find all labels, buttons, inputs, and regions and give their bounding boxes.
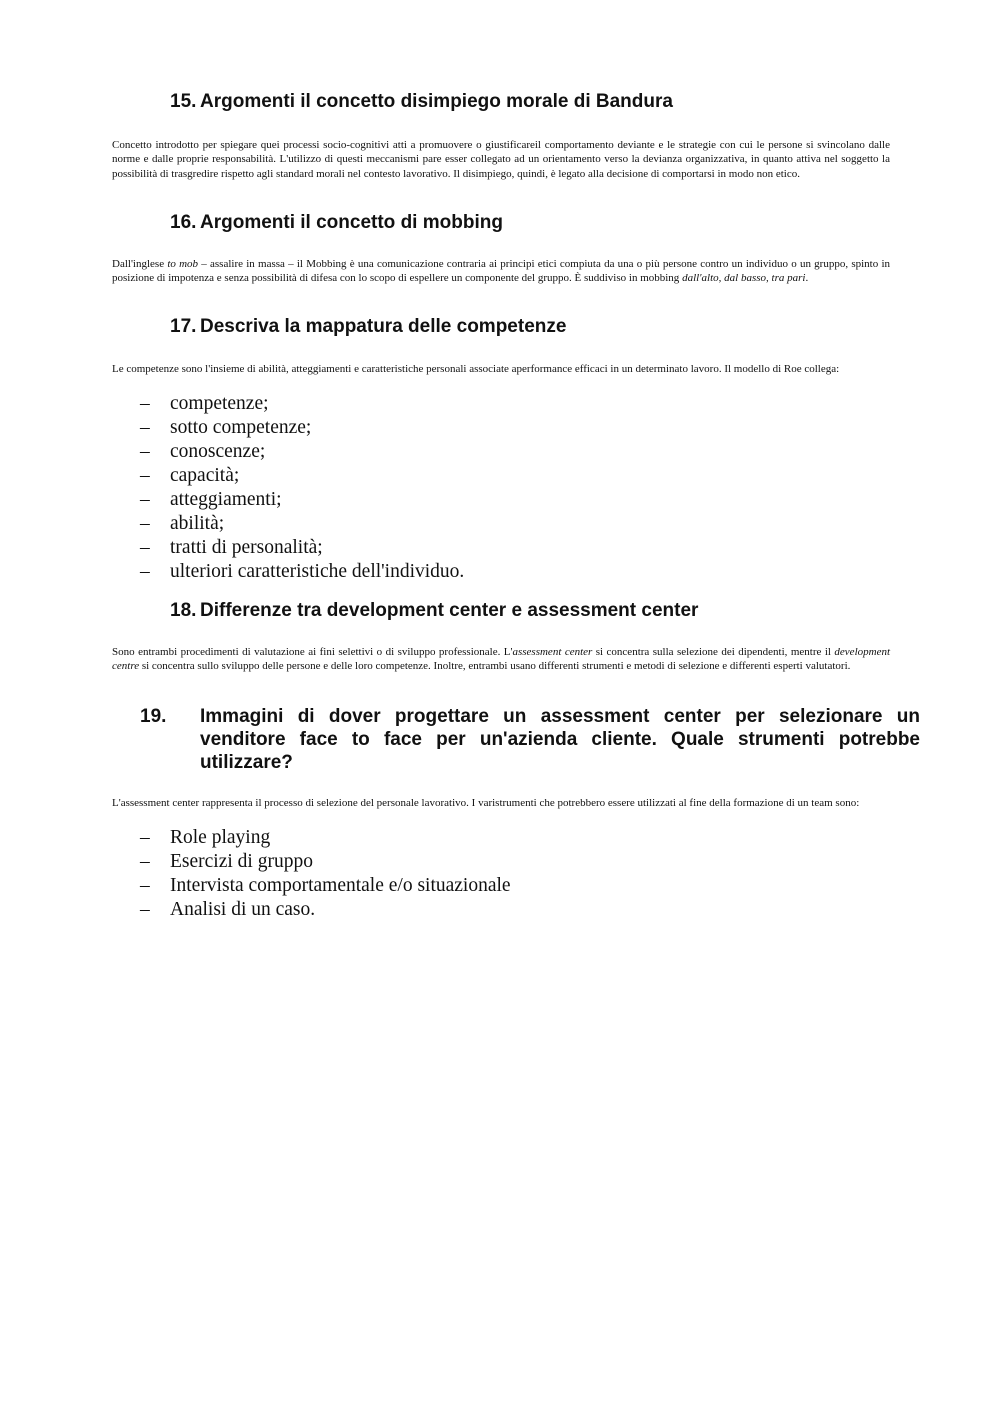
body-italic: dall'alto, dal basso, tra pari	[682, 272, 806, 285]
list-item	[0, 536, 1000, 560]
body-text: .	[805, 272, 809, 285]
list-item-text: Esercizi di gruppo	[170, 851, 313, 872]
section-number: 19.	[140, 706, 167, 727]
list-item-text: Role playing	[170, 827, 271, 848]
section-title: Argomenti il concetto disimpiego morale di Bandura	[200, 91, 673, 112]
list-item	[0, 416, 1000, 440]
list-item	[0, 512, 1000, 536]
list-item	[0, 874, 1000, 898]
section-number: 16.	[170, 212, 197, 233]
dash-marker: –	[140, 561, 150, 582]
body-text: si concentra sulla selezione dei dipendenti, mentre il	[592, 646, 835, 658]
body-text: si concentra sullo sviluppo delle persone e delle loro competenze. Inoltre, entrambi usano differenti strumenti e metodi di selezione e differenti esperti valutatori.	[139, 660, 851, 673]
list-item	[0, 488, 1000, 512]
dash-marker: –	[140, 827, 150, 848]
section-heading	[170, 315, 890, 338]
list-item-text: conoscenze;	[170, 441, 266, 462]
dash-marker: –	[140, 465, 150, 486]
section-body: Concetto introdotto per spiegare quei processi socio-cognitivi atti a promuovere o giustificareil comportamento deviante e le strategie con cui le persone si svincolano dalle norme e dalle proprie responsabilità. L'utilizzo di questi meccanismi pare esser collegato ad un orientamento verso la devianza organizzativa, in quanto attiva nel soggetto la possibilità di trasgredire rispetto agli standard morali nel contesto lavorativo. Il disimpiego, quindi, è legato alla decisione di comportarsi in modo non etico.	[112, 139, 890, 180]
section-heading	[170, 211, 890, 234]
section-title: Differenze tra development center e assessment center	[200, 600, 699, 621]
list-item-text: sotto competenze;	[170, 417, 312, 438]
competence-list	[0, 392, 1000, 584]
section-number: 17.	[170, 316, 197, 337]
dash-marker: –	[140, 441, 150, 462]
section-heading	[140, 705, 920, 774]
dash-marker: –	[140, 393, 150, 414]
section-number: 15.	[170, 91, 197, 112]
section-title: Immagini di dover progettare un assessment center per selezionare un venditore face to face per un'azienda cliente. Quale strumenti potrebbe utilizzare?	[200, 706, 920, 773]
body-italic: development centre	[112, 646, 891, 673]
tools-list	[0, 826, 1000, 922]
section-body	[112, 257, 890, 286]
body-text: Dall'inglese	[112, 258, 168, 270]
body-text: Sono entrambi procedimenti di valutazione ai fini selettivi o di sviluppo professionale. L'	[112, 646, 513, 658]
section-heading	[170, 599, 890, 622]
body-italic: to mob	[167, 258, 199, 270]
dash-marker: –	[140, 417, 150, 438]
list-item	[0, 898, 1000, 922]
section-body	[112, 645, 890, 674]
list-item	[0, 392, 1000, 416]
section-number: 18.	[170, 600, 197, 621]
dash-marker: –	[140, 513, 150, 534]
list-item	[0, 440, 1000, 464]
dash-marker: –	[140, 875, 150, 896]
list-item	[0, 464, 1000, 488]
section-title: Descriva la mappatura delle competenze	[200, 316, 567, 337]
list-item-text: competenze;	[170, 393, 269, 414]
list-item-text: atteggiamenti;	[170, 489, 282, 510]
list-item	[0, 826, 1000, 850]
list-item-text: abilità;	[170, 513, 225, 534]
list-item-text: Intervista comportamentale e/o situazionale	[170, 875, 511, 896]
section-body: L'assessment center rappresenta il processo di selezione del personale lavorativo. I varistrumenti che potrebbero essere utilizzati al fine della formazione di un team sono:	[112, 797, 860, 809]
list-item-text: capacità;	[170, 465, 240, 486]
dash-marker: –	[140, 851, 150, 872]
section-heading	[170, 90, 890, 113]
list-item-text: Analisi di un caso.	[170, 899, 316, 920]
section-title: Argomenti il concetto di mobbing	[200, 212, 503, 233]
dash-marker: –	[140, 537, 150, 558]
list-item	[0, 560, 1000, 584]
body-italic: assessment center	[512, 646, 593, 658]
dash-marker: –	[140, 899, 150, 920]
list-item	[0, 850, 1000, 874]
section-body: Le competenze sono l'insieme di abilità, atteggiamenti e caratteristiche personali associate aperformance efficaci in un determinato lavoro. Il modello di Roe collega:	[112, 363, 840, 375]
dash-marker: –	[140, 489, 150, 510]
list-item-text: ulteriori caratteristiche dell'individuo.	[170, 561, 465, 582]
body-text: – assalire in massa – il Mobbing è una comunicazione contraria ai principi etici compiuta da una o più persone contro un individuo o un gruppo, spinto in posizione di impotenza e senza possibilità di difesa con lo scopo di espellere un componente del gruppo. È suddiviso in mobbing	[112, 258, 891, 285]
list-item-text: tratti di personalità;	[170, 537, 323, 558]
